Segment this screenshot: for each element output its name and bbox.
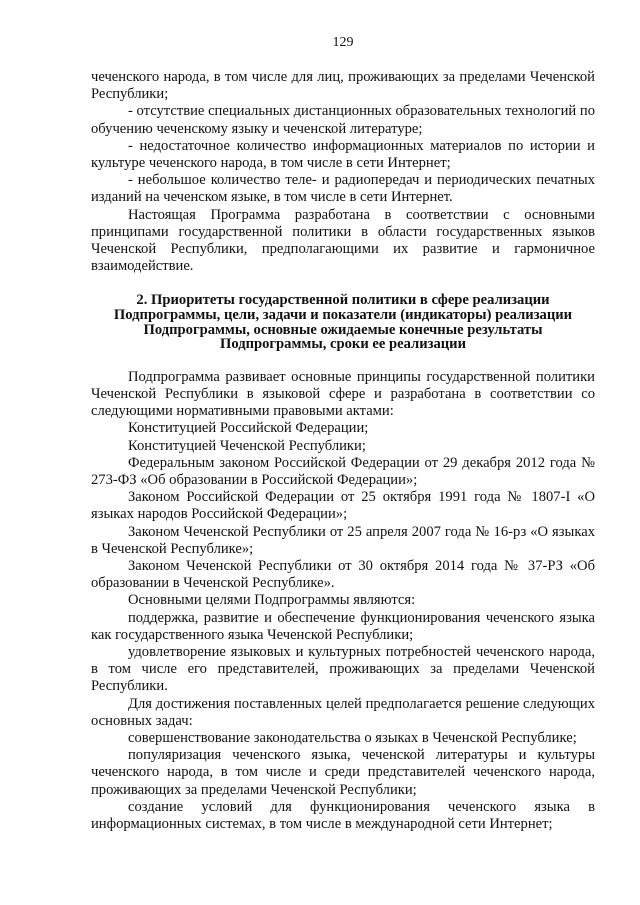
list-item: создание условий для функционирования чеченского языка в информационных системах, в том числе в международной сети Интернет; — [91, 798, 595, 833]
paragraph: - отсутствие специальных дистанционных образовательных технологий по обучению чеченскому языку и чеченской литературе; — [91, 103, 595, 137]
list-item: Законом Чеченской Республики от 30 октября 2014 года № 37-РЗ «Об образовании в Чеченской Республике». — [91, 558, 595, 592]
paragraph: чеченского народа, в том числе для лиц, проживающих за пределами Чеченской Республики; — [91, 69, 595, 103]
section-text — [91, 369, 595, 833]
section-heading — [91, 293, 595, 351]
page-number: 129 — [332, 35, 354, 50]
list-item: Федеральным законом Российской Федерации от 29 декабря 2012 года № 273-ФЗ «Об образовании в Российской Федерации»; — [91, 454, 595, 489]
section-heading-line: 2. Приоритеты государственной политики в сфере реализации — [136, 292, 550, 309]
list-item: Конституцией Чеченской Республики; — [128, 437, 366, 454]
list-item: популяризация чеченского языка, чеченской литературы и культуры чеченского народа, в том числе и среди представителей чеченского народа, проживающих за пределами Чеченской Республики; — [91, 747, 595, 798]
paragraph: Подпрограмма развивает основные принципы государственной политики Чеченской Республики в языковой сфере и разработана в соответствии со следующими нормативными правовыми актами: — [91, 368, 595, 420]
paragraph: Настоящая Программа разработана в соответствии с основными принципами государственной политики в области государственных языков Чеченской Республики, предполагающими их развитие и гармоничное взаимодействие. — [91, 206, 595, 275]
list-item: поддержка, развитие и обеспечение функционирования чеченского языка как государственного языка Чеченской Республики; — [91, 609, 595, 643]
section-heading-line: Подпрограммы, основные ожидаемые конечные результаты — [143, 321, 543, 338]
section-heading-line: Подпрограммы, цели, задачи и показатели (индикаторы) реализации — [113, 307, 573, 324]
paragraph: - небольшое количество теле- и радиопередач и периодических печатных изданий на чеченском языке, в том числе в сети Интернет. — [91, 172, 595, 206]
intro-text — [91, 69, 595, 275]
paragraph: Основными целями Подпрограммы являются: — [128, 592, 416, 609]
paragraph: Для достижения поставленных целей предполагается решение следующих основных задач: — [91, 695, 595, 729]
section-heading-line: Подпрограммы, сроки ее реализации — [219, 336, 466, 353]
list-item: Законом Чеченской Республики от 25 апреля 2007 года № 16-рз «О языках в Чеченской Республике»; — [91, 523, 595, 557]
document-page — [91, 34, 595, 833]
list-item: удовлетворение языковых и культурных потребностей чеченского народа, в том числе его представителей, проживающих за пределами Чеченской Республики. — [91, 644, 595, 695]
paragraph: - недостаточное количество информационных материалов по истории и культуре чеченского народа, в том числе в сети Интернет; — [91, 137, 595, 172]
list-item: совершенствование законодательства о языках в Чеченской Республике; — [128, 730, 577, 747]
list-item: Конституцией Российской Федерации; — [128, 420, 369, 437]
list-item: Законом Российской Федерации от 25 октября 1991 года № 1807-I «О языках народов Российской Федерации»; — [91, 489, 595, 523]
